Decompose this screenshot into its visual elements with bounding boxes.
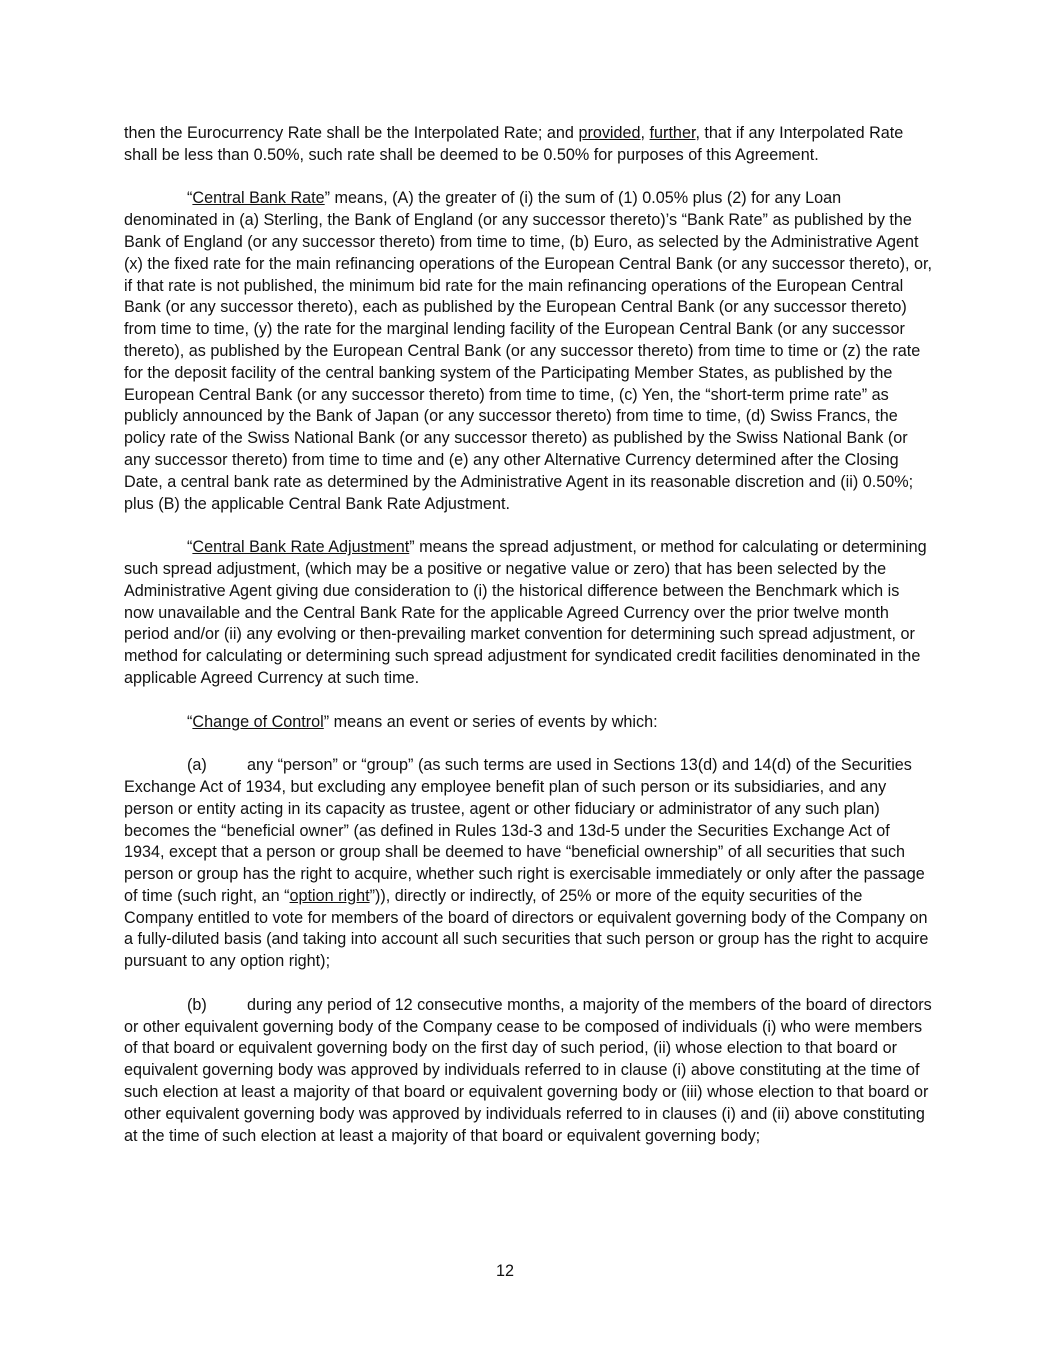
defined-term-central-bank-rate: Central Bank Rate <box>192 189 325 208</box>
clause-label-b: (b) <box>187 995 207 1014</box>
open-quote: “ <box>187 538 193 557</box>
open-quote: “ <box>187 189 193 208</box>
clause-text: ”)), directly or indirectly, of 25% or more of the equity securities of the Company entitled to vote for members of the board of directors or equivalent governing body of the Company on a fully-diluted basis (and taking into account all such securities that such person or group has the right to acquire pursuant to any option right); <box>124 886 929 971</box>
clause-a <box>124 755 932 973</box>
clause-text: any “person” or “group” (as such terms are used in Sections 13(d) and 14(d) of the Securities Exchange Act of 1934, but excluding any employee benefit plan of such person or its subsidiaries, and any person or entity acting in its capacity as trustee, agent or other fiduciary or administrator of any such plan) becomes the “beneficial owner” (as defined in Rules 13d-3 and 13d-5 under the Securities Exchange Act of 1934, except that a person or group shall be deemed to have “beneficial ownership” of all securities that such person or group has the right to acquire, whether such right is exercisable immediately or only after the passage of time (such right, an “ <box>124 756 925 905</box>
clause-text: during any period of 12 consecutive months, a majority of the members of the board of directors or other equivalent governing body of the Company cease to be composed of individuals (i) who were members of that board or equivalent governing body on the first day of such period, (ii) whose election to that board or equivalent governing body was approved by individuals referred to in clause (i) above constituting at the time of such election at least a majority of that board or equivalent governing body or (iii) whose election to that board or other equivalent governing body was approved by individuals referred to in clauses (i) and (ii) above constituting at the time of such election at least a majority of that board or equivalent governing body; <box>124 995 932 1145</box>
clause-label-a: (a) <box>187 756 207 775</box>
text-run: then the Eurocurrency Rate shall be the Interpolated Rate; and <box>124 124 579 142</box>
definition-text: ” means the spread adjustment, or method for calculating or determining such spread adjustment, (which may be a positive or negative value or zero) that has been selected by the Administrative Agent giving due consideration to (i) the historical difference between the Benchmark which is now unavailable and the Central Bank Rate for the applicable Agreed Currency over the prior twelve month period and/or (ii) any evolving or then-prevailing market convention for determining such spread adjustment, or method for calculating or determining such spread adjustment for syndicated credit facilities denominated in the applicable Agreed Currency at such time. <box>124 538 927 687</box>
page-number: 12 <box>495 1262 514 1280</box>
defined-term-change-of-control: Change of Control <box>192 712 324 731</box>
defined-term-central-bank-rate-adjustment: Central Bank Rate Adjustment <box>192 538 410 557</box>
defined-term-provided: provided <box>578 124 641 142</box>
open-quote: “ <box>187 712 193 731</box>
definition-text: ” means an event or series of events by which: <box>323 712 658 731</box>
definition-change-of-control <box>124 712 932 734</box>
definition-text: ” means, (A) the greater of (i) the sum of (1) 0.05% plus (2) for any Loan denominated in (a) Sterling, the Bank of England (or any successor thereto)’s “Bank Rate” as published by the Bank of England (or any successor thereto) from time to time, (b) Euro, as selected by the Administrative Agent (x) the fixed rate for the main refinancing operations of the European Central Bank (or any successor thereto), or, if that rate is not published, the minimum bid rate for the main refinancing operations of the European Central Bank (or any successor thereto), each as published by the European Central Bank (or any successor thereto) from time to time, (y) the rate for the marginal lending facility of the European Central Bank (or any successor thereto), as published by the European Central Bank (or any successor thereto) from time to time or (z) the rate for the deposit facility of the central banking system of the Participating Member States, as published by the European Central Bank (or any successor thereto) from time to time, (c) Yen, the “short-term prime rate” as publicly announced by the Bank of Japan (or any successor thereto) from time to time, (d) Swiss Francs, the policy rate of the Swiss National Bank (or any successor thereto) as published by the Swiss National Bank (or any successor thereto) from time to time and (e) any other Alternative Currency determined after the Closing Date, a central bank rate as determined by the Administrative Agent in its reasonable discretion and (ii) 0.50%; plus (B) the applicable Central Bank Rate Adjustment. <box>124 189 932 513</box>
text-run: , that if any Interpolated Rate shall be less than 0.50%, such rate shall be deemed to be 0.50% for purposes of this Agreement. <box>124 124 904 164</box>
text-run: , <box>640 124 650 142</box>
paragraph-eurocurrency-continuation <box>124 123 932 167</box>
document-page <box>124 123 932 1169</box>
definition-central-bank-rate <box>124 188 932 515</box>
defined-term-further: further <box>649 124 696 142</box>
clause-b <box>124 995 932 1148</box>
definition-central-bank-rate-adjustment <box>124 537 932 690</box>
defined-term-option-right: option right <box>289 886 370 905</box>
